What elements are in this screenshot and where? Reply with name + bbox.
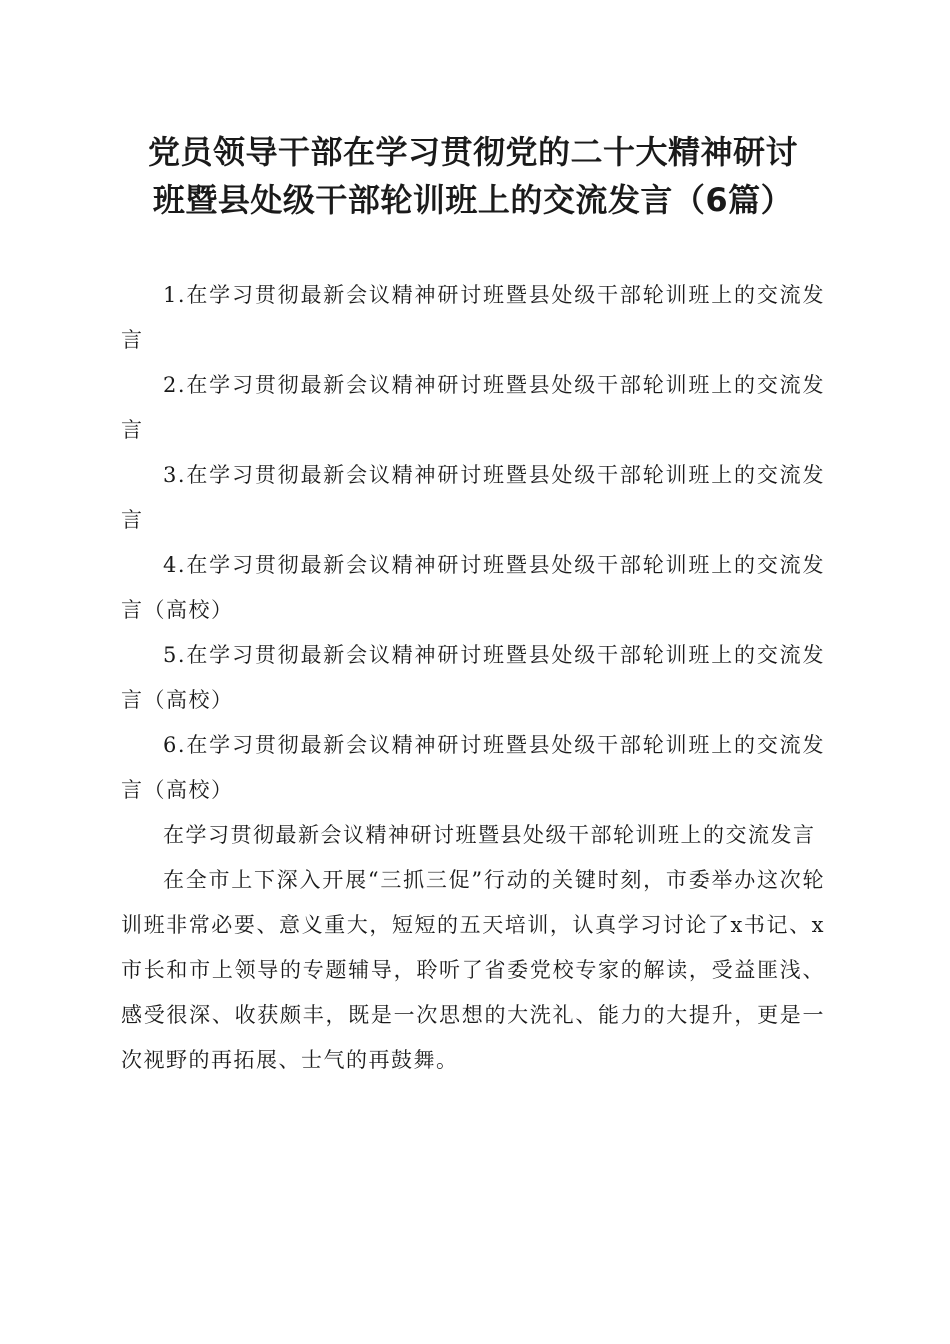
toc-item-4: 4.在学习贯彻最新会议精神研讨班暨县处级干部轮训班上的交流发言（高校）: [121, 553, 825, 622]
toc-item-6: 6.在学习贯彻最新会议精神研讨班暨县处级干部轮训班上的交流发言（高校）: [121, 733, 825, 802]
toc-item-5: 5.在学习贯彻最新会议精神研讨班暨县处级干部轮训班上的交流发言（高校）: [121, 643, 825, 712]
document-body: [121, 273, 825, 1083]
toc-item-2: 2.在学习贯彻最新会议精神研讨班暨县处级干部轮训班上的交流发言: [121, 373, 825, 442]
toc-item-3: 3.在学习贯彻最新会议精神研讨班暨县处级干部轮训班上的交流发言: [121, 463, 825, 532]
toc-item-1: 1.在学习贯彻最新会议精神研讨班暨县处级干部轮训班上的交流发言: [121, 283, 825, 352]
section-heading: 在学习贯彻最新会议精神研讨班暨县处级干部轮训班上的交流发言: [163, 823, 816, 847]
body-paragraph-1: 在全市上下深入开展“三抓三促”行动的关键时刻，市委举办这次轮训班非常必要、意义重大，短短的五天培训，认真学习讨论了x书记、x市长和市上领导的专题辅导，聆听了省委党校专家的解读，受益匪浅、感受很深、收获颇丰，既是一次思想的大洗礼、能力的大提升，更是一次视野的再拓展、士气的再鼓舞。: [121, 868, 825, 1072]
title-line-2: 班暨县处级干部轮训班上的交流发言（6篇）: [152, 181, 794, 219]
title-line-1: 党员领导干部在学习贯彻党的二十大精神研讨: [147, 133, 798, 171]
document-title: [121, 128, 825, 224]
